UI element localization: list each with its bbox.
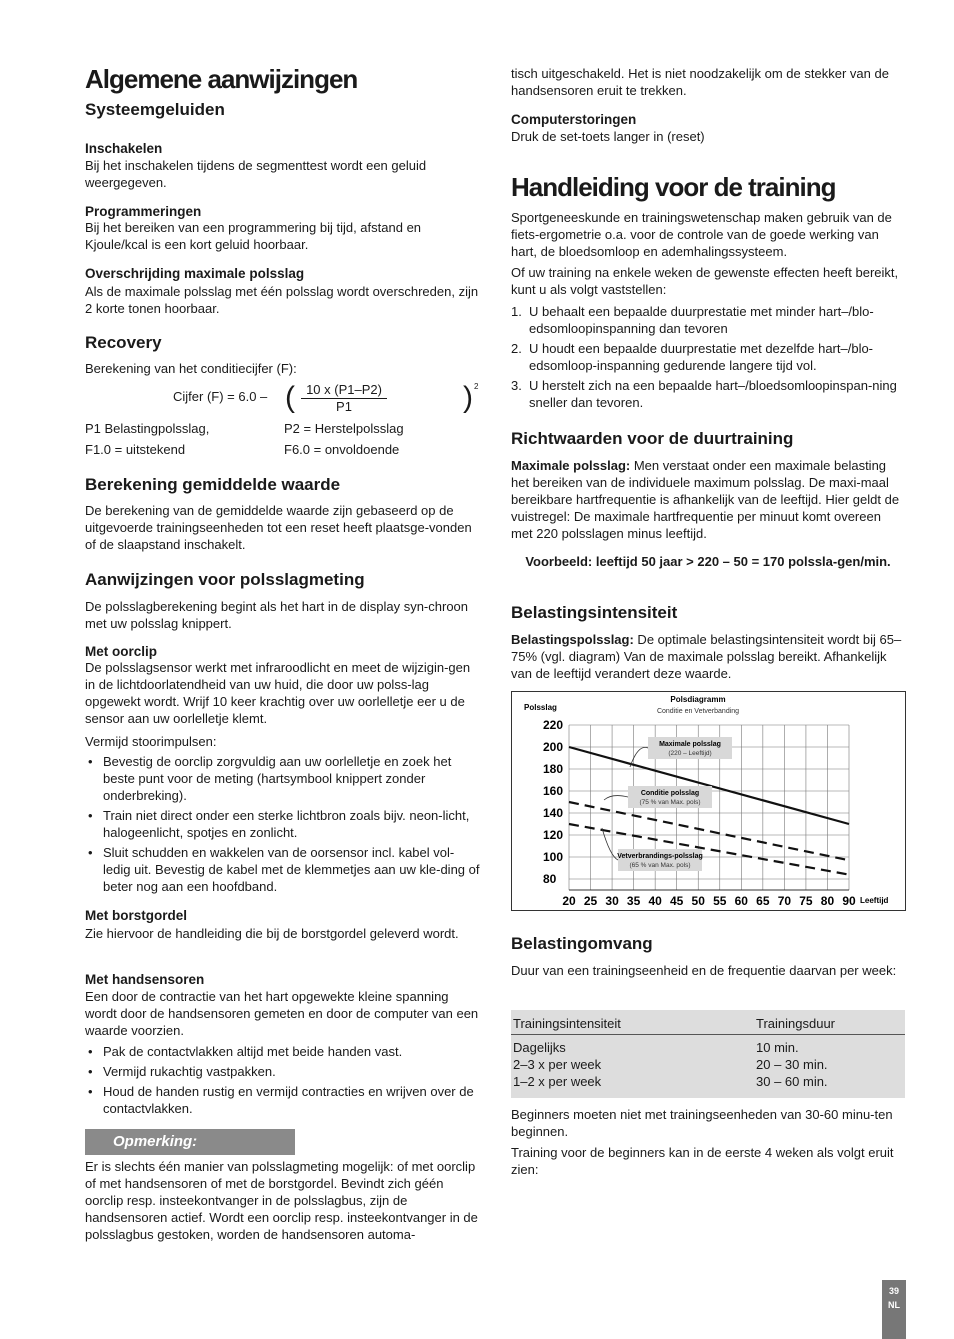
table-header-intensiteit: Trainingsintensiteit — [513, 1016, 621, 1031]
heading-overschrijding: Overschrijding maximale polsslag — [85, 266, 305, 281]
table-cell: 10 min. — [756, 1040, 799, 1055]
y-tick-label: 100 — [543, 850, 564, 864]
training-table — [511, 1010, 905, 1098]
table-header-duur: Trainingsduur — [756, 1016, 836, 1031]
table-cell: 30 – 60 min. — [756, 1074, 828, 1089]
text-vermijd: Vermijd stoorimpulsen: — [85, 734, 217, 749]
heading-recovery: Recovery — [85, 333, 162, 352]
x-tick-label: 30 — [605, 894, 619, 908]
series-label: Maximale polsslag — [659, 741, 721, 748]
list-item: • Houd de handen rustig en vermijd contracties en wrijven over de contactvlakken. — [85, 1083, 480, 1117]
text-handsensoren: Een door de contractie van het hart opgewekte kleine spanning wordt door de handsensoren gemeten en door de computer van een waarde voorzien. — [85, 989, 479, 1038]
y-tick-label: 140 — [543, 806, 564, 820]
text-p2: P2 = Herstelpolsslag — [284, 421, 404, 436]
list-item: 3. U herstelt zich na een bepaalde hart–/bloedsomloopinspan-ning sneller dan tevoren. — [511, 378, 897, 410]
x-tick-label: 20 — [562, 894, 576, 908]
formula-numerator: 10 x (P1–P2) — [301, 381, 387, 399]
formula-paren-close: ) — [463, 381, 473, 414]
x-tick-label: 40 — [648, 894, 662, 908]
series-note: (220 – Leeftijd) — [668, 750, 712, 757]
chart-ylabel: Polsslag — [524, 703, 557, 712]
label-belastingspolsslag: Belastingspolsslag: — [511, 632, 634, 647]
section-title: Handleiding voor de training — [511, 172, 836, 202]
chart-xlabel: Leeftijd — [860, 896, 889, 905]
label-maximale: Maximale polsslag: — [511, 458, 631, 473]
text-belastingomvang: Duur van een trainingseenheid en de frequentie daarvan per week: — [511, 963, 897, 978]
text-gemiddelde: De berekening van de gemiddelde waarde zijn gebaseerd op de uitgevoerde trainingseenheden tot een reset heeft plaatsge-vonden of de slaapstand inschakelt. — [85, 503, 472, 552]
list-item: • Train niet direct onder een sterke lichtbron zoals bijv. neon-licht, halogeenlicht, spotjes en zonlicht. — [85, 807, 480, 841]
x-tick-label: 90 — [842, 894, 856, 908]
table-cell: 2–3 x per week — [513, 1057, 602, 1072]
text-borstgordel: Zie hiervoor de handleiding die bij de borstgordel geleverd wordt. — [85, 926, 459, 941]
series-line — [569, 824, 849, 875]
heading-richtwaarden: Richtwaarden voor de duurtraining — [511, 429, 794, 448]
chart-subtitle: Conditie en Vetverbanding — [656, 708, 740, 715]
y-tick-label: 160 — [543, 784, 564, 798]
formula-exponent: 2 — [474, 382, 479, 391]
text-f1: F1.0 = uitstekend — [85, 442, 186, 457]
chart-title: Polsdiagramm — [670, 695, 726, 704]
heading-borstgordel: Met borstgordel — [85, 908, 188, 923]
heading-handsensoren: Met handsensoren — [85, 972, 205, 987]
pols-diagram — [511, 691, 906, 911]
page-language: NL — [888, 1300, 900, 1310]
text-inschakelen: Bij het inschakelen tijdens de segmenttest wordt een geluid weergegeven. — [85, 158, 427, 190]
text-beginners1: Beginners moeten niet met trainingseenheden van 30-60 minu-ten beginnen. — [511, 1107, 893, 1139]
text-computerstoringen: Druk de set-toets langer in (reset) — [511, 129, 705, 144]
x-tick-label: 35 — [626, 894, 641, 908]
series-label: Vetverbrandings-polsslag — [617, 853, 703, 860]
x-tick-label: 25 — [583, 894, 598, 908]
x-tick-label: 70 — [777, 894, 792, 908]
text-polsslagmeting: De polsslagberekening begint als het hart in de display syn-chroon met uw polsslag knippert. — [85, 599, 469, 631]
text-p1: P1 Belastingpolsslag, — [85, 421, 210, 436]
x-tick-label: 75 — [799, 894, 813, 908]
text-beginners2: Training voor de beginners kan in de eerste 4 weken als volgt eruit zien: — [511, 1145, 894, 1177]
page-number: 39 — [888, 1286, 899, 1296]
series-leader-line — [604, 796, 628, 800]
y-tick-label: 180 — [543, 762, 564, 776]
list-item: 2. U houdt een bepaalde duurprestatie met dezelfde hart–/blo-edsomloop-inspanning gedurende langere tijd vol. — [511, 341, 874, 373]
heading-programmeringen: Programmeringen — [85, 204, 202, 219]
text-continued: tisch uitgeschakeld. Het is niet noodzakelijk om de stekker van de handsensoren eruit te trekken. — [511, 66, 889, 98]
x-tick-label: 50 — [691, 894, 705, 908]
page-number-tab — [882, 1280, 906, 1339]
text-voorbeeld: Voorbeeld: leeftijd 50 jaar > 220 – 50 = 170 polssla-gen/min. — [525, 554, 891, 569]
heading-computerstoringen: Computerstoringen — [511, 112, 637, 127]
series-note: (75 % van Max. pols) — [639, 799, 701, 806]
formula-paren-open: ( — [285, 381, 295, 414]
text-maximale: Maximale polsslag: Men verstaat onder een maximale belasting het bereiken van de individuele maximum polsslag. De maxi-maal bereikbare hartfrequentie is afhankelijk van de leeftijd. Hier geldt de vuistregel: De maximale hartfrequentie per minuut komt overeen met 220 polsslagen minus leeftijd. — [511, 458, 900, 541]
table-body — [511, 1035, 905, 1098]
text-overschrijding: Als de maximale polsslag met één polsslag wordt overschreden, zijn 2 korte tonen hoorbaar. — [85, 284, 479, 316]
x-tick-label: 45 — [670, 894, 684, 908]
list-item: 1. U behaalt een bepaalde duurprestatie met minder hart–/blo-edsomloopinspanning dan tevoren — [511, 304, 874, 336]
recovery-formula — [173, 381, 479, 417]
y-tick-label: 120 — [543, 828, 564, 842]
text-intro2: Of uw training na enkele weken de gewenste effecten heeft bereikt, kunt u als volgt vaststellen: — [511, 265, 899, 297]
text-oorclip: De polsslagsensor werkt met infraroodlicht en meet de wijzigin-gen in de lichtdoorlatendheid van uw huid, die door uw polss-lag opgewekt wordt. Wrijf 10 keer krachtig over uw oorlelletje eer u de sensor aan uw oorlelletje klemt. — [85, 660, 471, 726]
list-item: • Pak de contactvlakken altijd met beide handen vast. — [85, 1043, 480, 1060]
x-tick-label: 65 — [756, 894, 770, 908]
x-tick-label: 60 — [734, 894, 748, 908]
series-leader-line — [602, 828, 618, 860]
text-f6: F6.0 = onvoldoende — [284, 442, 400, 457]
oorclip-bullets — [85, 753, 480, 895]
formula-label: Cijfer (F) = 6.0 – — [173, 389, 268, 404]
text-intro1: Sportgeneeskunde en trainingswetenschap maken gebruik van de fiets-ergometrie o.a. voor de controle van de goede werking van hart, de bloedsomloop en ademhalingssysteem. — [511, 210, 892, 259]
heading-polsslagmeting: Aanwijzingen voor polsslagmeting — [85, 570, 365, 589]
chart-svg — [512, 692, 905, 910]
text-note: Er is slechts één manier van polsslagmeting mogelijk: of met oorclip of met handsensoren of met de borstgordel. Bevindt zich géén oorclip resp. insteekontvanger in de polsslagbus, zijn de handsensoren actief. Wordt een oorclip resp. insteekontvanger in de polsslagbus gestoken, worden de handsensoren automa- — [85, 1159, 478, 1242]
table-header — [511, 1010, 905, 1035]
heading-oorclip: Met oorclip — [85, 644, 158, 659]
text-programmeringen: Bij het bereiken van een programmering bij tijd, afstand en Kjoule/kcal is een kort geluid hoorbaar. — [85, 220, 422, 252]
x-tick-label: 55 — [713, 894, 727, 908]
table-cell: 1–2 x per week — [513, 1074, 602, 1089]
list-item: • Vermijd rukachtig vastpakken. — [85, 1063, 480, 1080]
table-cell: 20 – 30 min. — [756, 1057, 828, 1072]
formula-denominator: P1 — [336, 399, 352, 414]
list-item: • Sluit schudden en wakkelen van de oorsensor incl. kabel vol-ledig uit. Bevestig de kabel met de klemmetjes aan uw kle-ding of beter nog aan een hoofdband. — [85, 844, 480, 895]
note-label: Opmerking: — [85, 1129, 295, 1155]
list-item: • Bevestig de oorclip zorgvuldig aan uw oorlelletje en zoek het beste punt voor de meting (hartsymbool knippert zonder onderbreking). — [85, 753, 480, 804]
y-tick-label: 200 — [543, 740, 564, 754]
heading-belastingomvang: Belastingomvang — [511, 934, 653, 953]
heading-belastingsintensiteit: Belastingsintensiteit — [511, 603, 678, 622]
series-label: Conditie polsslag — [640, 790, 700, 797]
effects-list — [511, 303, 905, 411]
handsensoren-bullets — [85, 1043, 480, 1117]
y-tick-label: 220 — [543, 718, 564, 732]
series-note: (65 % van Max. pols) — [629, 862, 691, 869]
heading-systeemgeluiden: Systeemgeluiden — [85, 100, 225, 119]
page-title: Algemene aanwijzingen — [85, 64, 358, 94]
heading-gemiddelde: Berekening gemiddelde waarde — [85, 475, 341, 494]
text-recovery: Berekening van het conditiecijfer (F): — [85, 361, 297, 376]
y-tick-label: 80 — [543, 872, 557, 886]
heading-inschakelen: Inschakelen — [85, 141, 163, 156]
table-cell: Dagelijks — [513, 1040, 566, 1055]
text-belastingspolsslag: Belastingspolsslag: De optimale belastingsintensiteit wordt bij 65–75% (vgl. diagram) Van de maximale polsslag bereikt. Afhankelijk van de leeftijd verandert deze waarde. — [511, 632, 902, 681]
x-tick-label: 80 — [820, 894, 835, 908]
formula-fraction — [301, 381, 387, 415]
